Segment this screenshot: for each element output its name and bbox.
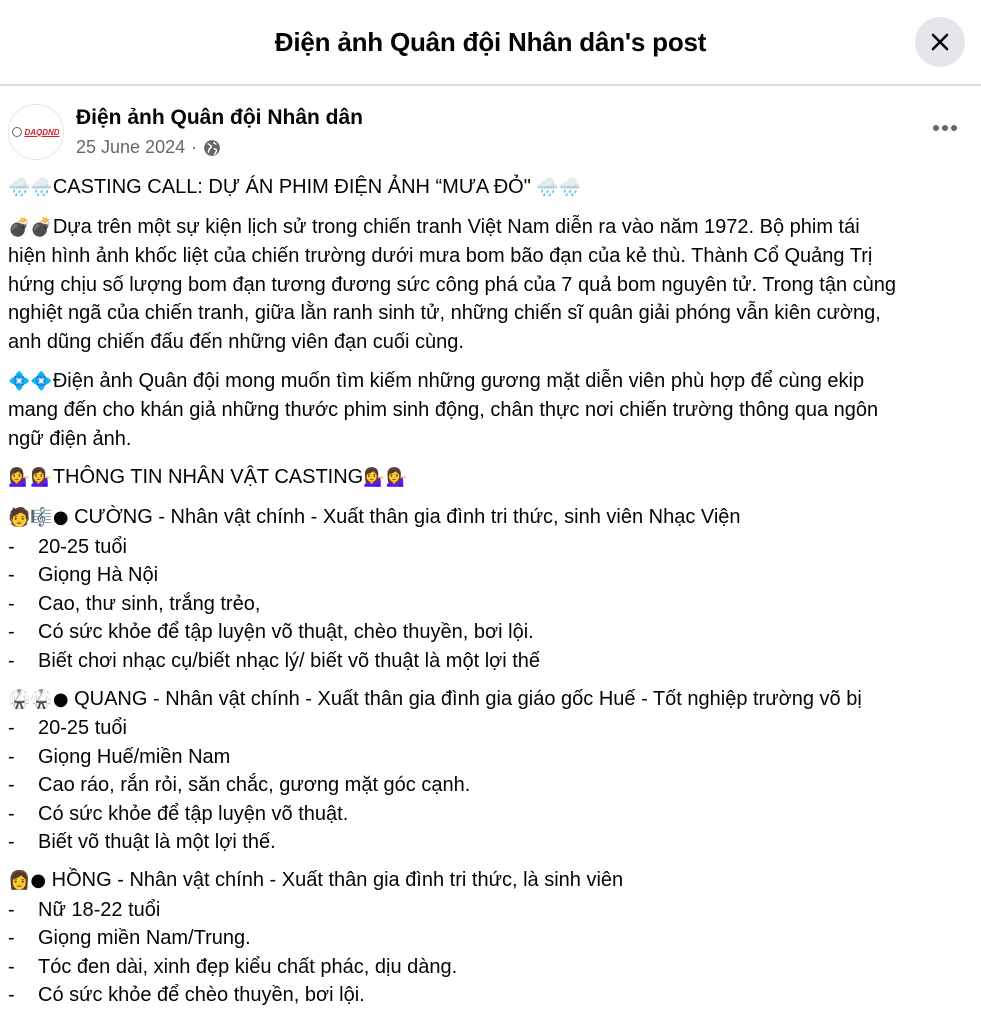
intro-line: Dựa trên một sự kiện lịch sử trong chiến tranh Việt Nam diễn ra vào năm 1972. Bộ phim tái [52, 215, 860, 238]
section-title-text: THÔNG TIN NHÂN VẬT CASTING [52, 466, 364, 489]
intro-paragraph [8, 213, 971, 357]
author-name-link[interactable]: Điện ảnh Quân đội Nhân dân [76, 106, 364, 129]
requirement-item: - Nữ 18-22 tuổi [8, 898, 161, 921]
purpose-line: mang đến cho khán giả những thước phim sinh động, chân thực nơi chiến trường thông qua ngôn [8, 399, 879, 422]
requirement-item: - Có sức khỏe để chèo thuyền, bơi lội. [8, 984, 365, 1007]
woman-bullet-icon: 👩● [8, 870, 47, 892]
requirement-item: - Có sức khỏe để tập luyện võ thuật. [8, 802, 349, 825]
intro-line: anh dũng chiến đấu đến những viên đạn cuối cùng. [8, 330, 464, 353]
headline-text: CASTING CALL: DỰ ÁN PHIM ĐIỆN ẢNH “MƯA ĐỎ" [52, 176, 531, 198]
requirement-item: - 20-25 tuổi [8, 717, 127, 740]
post-date-link[interactable]: 25 June 2024 [76, 137, 186, 157]
requirement-item: - Cao ráo, rắn rỏi, săn chắc, gương mặt góc cạnh. [8, 774, 471, 797]
intro-line: hứng chịu số lượng bom đạn tương đương sức công phá của 7 quả bom nguyên tử. Trong tận cùng [8, 273, 896, 296]
film-reel-icon [12, 127, 22, 137]
requirement-item: - Giọng Huế/miền Nam [8, 745, 231, 768]
avatar[interactable] [8, 104, 64, 160]
more-horizontal-icon-dot [951, 125, 957, 131]
requirement-item: - Cao, thư sinh, trắng trẻo, [8, 592, 261, 615]
more-options-button[interactable] [927, 116, 963, 140]
martial-arts-uniform-bullet-icon: 🥋🥋● [8, 688, 69, 710]
section-title [8, 463, 971, 493]
requirement-item: - Giọng miền Nam/Trung. [8, 927, 251, 950]
post-header [8, 104, 981, 164]
close-icon [928, 30, 952, 54]
rain-cloud-icon: 🌧️🌧️ [536, 177, 582, 198]
dialog-title: Điện ảnh Quân đội Nhân dân's post [274, 26, 707, 57]
close-button[interactable] [915, 17, 965, 67]
man-musical-score-bullet-icon: 🧑🎼● [8, 506, 69, 528]
more-horizontal-icon-dot [933, 125, 939, 131]
character-block-quang [8, 685, 971, 858]
person-tipping-hand-icon: 💁‍♀️💁‍♀️ [8, 467, 53, 489]
diamond-icon: 💠💠 [8, 370, 53, 392]
intro-line: nghiệt ngã của chiến tranh, giữa lằn ranh sinh tử, những chiến sĩ quân giải phóng vẫn kiên cường, [8, 302, 881, 325]
post-meta [76, 137, 221, 158]
globe-icon[interactable] [203, 139, 221, 157]
purpose-line: Điện ảnh Quân đội mong muốn tìm kiếm những gương mặt diễn viên phù hợp để cùng ekip [52, 369, 865, 392]
post-headline [8, 173, 971, 203]
intro-line: hiện hình ảnh khốc liệt của chiến trường dưới mưa bom bão đạn của kẻ thù. Thành Cổ Quảng Trị [8, 245, 873, 268]
requirement-item: - Biết chơi nhạc cụ/biết nhạc lý/ biết võ thuật là một lợi thế [8, 649, 541, 672]
bomb-icon: 💣💣 [8, 216, 53, 238]
requirement-item: - Có sức khỏe để tập luyện võ thuật, chèo thuyền, bơi lội. [8, 621, 534, 644]
logo-text: DAQDND [24, 127, 60, 137]
post-body [8, 173, 971, 1019]
character-block-hong [8, 866, 971, 1010]
purpose-paragraph [8, 367, 971, 454]
character-title: QUANG - Nhân vật chính - Xuất thân gia đình gia giáo gốc Huế - Tốt nghiệp trường võ bị [68, 687, 862, 710]
character-title: CƯỜNG - Nhân vật chính - Xuất thân gia đình tri thức, sinh viên Nhạc Viện [68, 505, 741, 528]
person-tipping-hand-icon: 💁‍♀️💁‍♀️ [363, 467, 409, 489]
requirement-item: - Biết võ thuật là một lợi thế. [8, 831, 276, 854]
requirement-item: - 20-25 tuổi [8, 535, 127, 558]
page-logo [12, 127, 59, 137]
more-horizontal-icon-dot [942, 125, 948, 131]
character-title: HỒNG - Nhân vật chính - Xuất thân gia đình tri thức, là sinh viên [46, 869, 624, 892]
purpose-line: ngữ điện ảnh. [8, 427, 132, 450]
requirement-item: - Tóc đen dài, xinh đẹp kiểu chất phác, dịu dàng. [8, 955, 458, 978]
character-block-cuong [8, 503, 971, 676]
rain-cloud-icon: 🌧️🌧️ [8, 177, 53, 198]
requirement-item: - Giọng Hà Nội [8, 564, 159, 587]
dialog-header [0, 0, 981, 86]
meta-separator: · [191, 137, 198, 157]
